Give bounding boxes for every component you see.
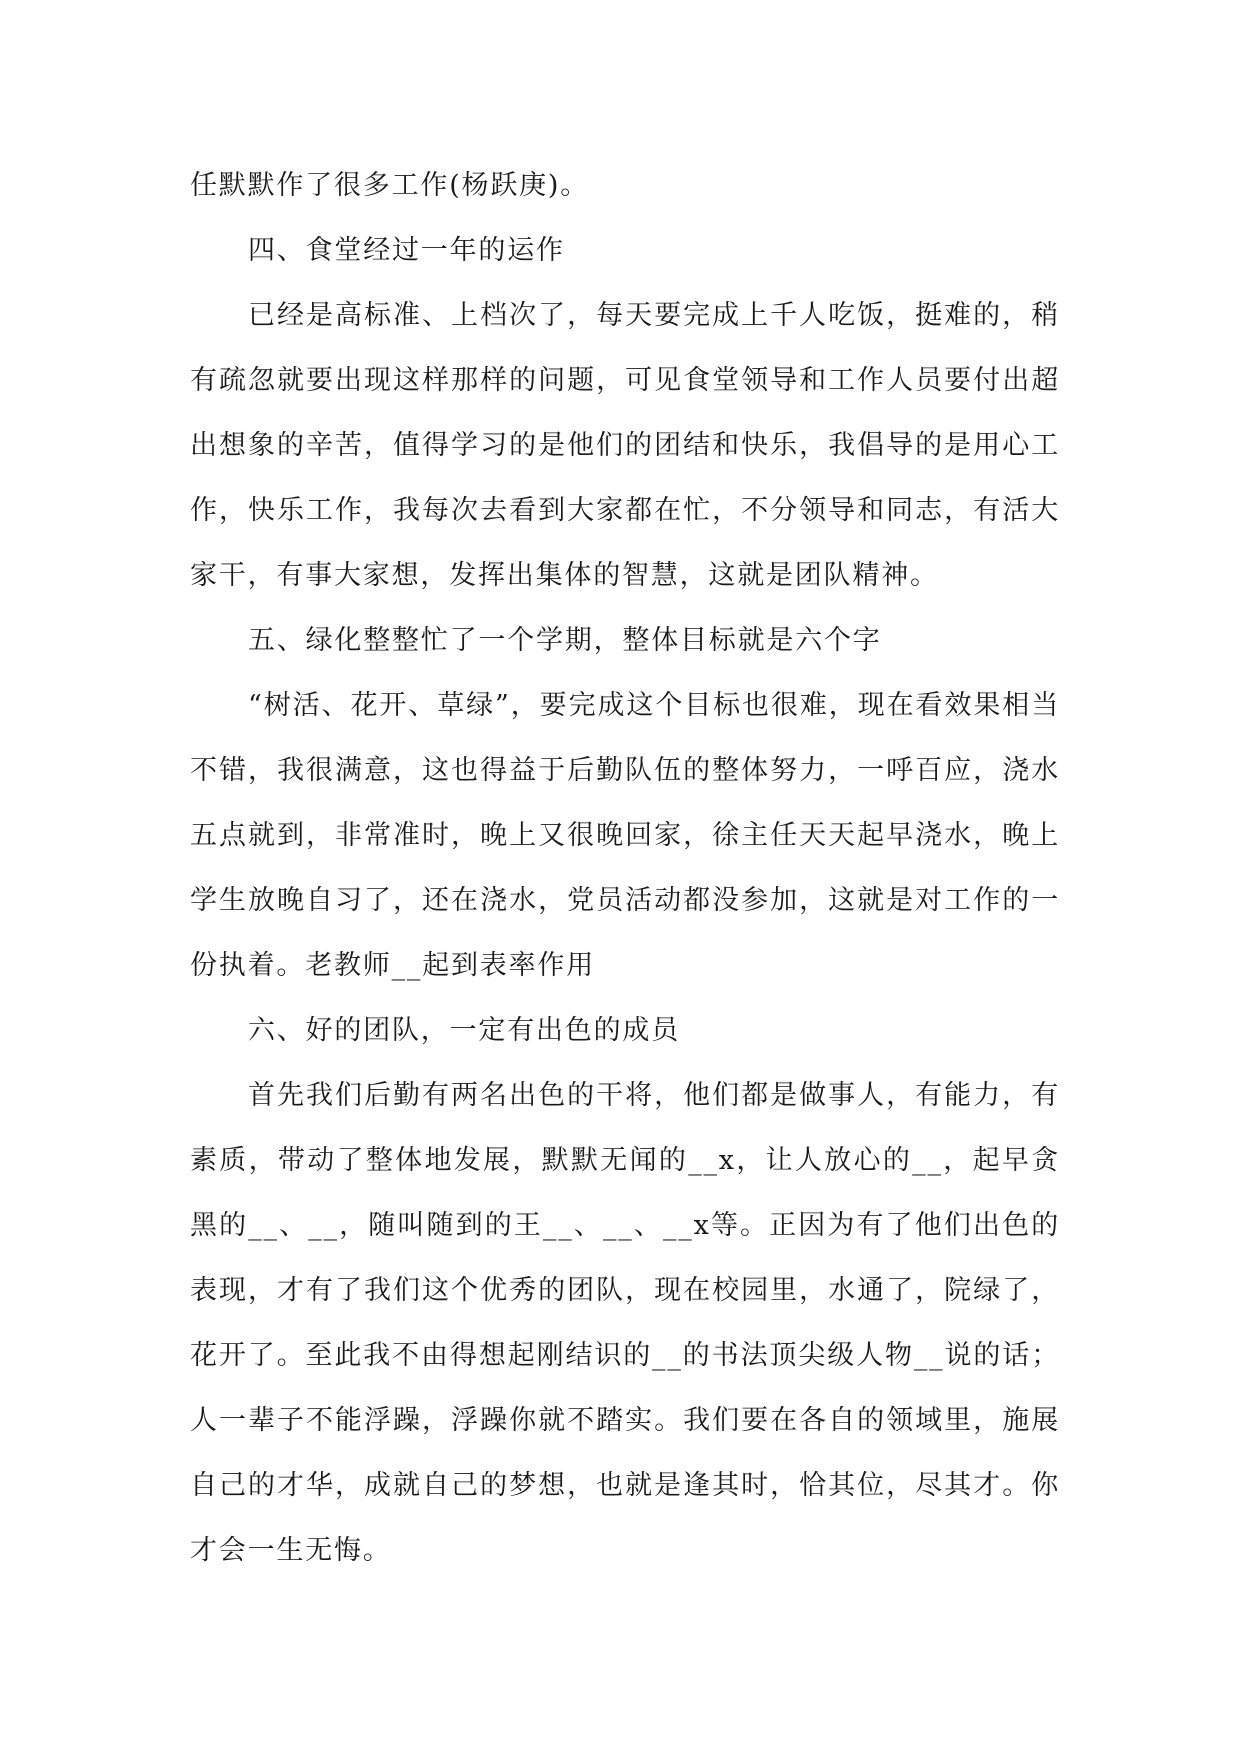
paragraph-team-members: 首先我们后勤有两名出色的干将，他们都是做事人，有能力，有素质，带动了整体地发展，默默无闻的__x，让人放心的__，起早贪黑的__、__，随叫随到的王__、__、__x等。正因为有了他们出色的表现，才有了我们这个优秀的团队，现在校园里，水通了，院绿了，花开了。至此我不由得想起刚结识的__的书法顶尖级人物__说的话；人一辈子不能浮躁，浮躁你就不踏实。我们要在各自的领域里，施展自己的才华，成就自己的梦想，也就是逢其时，恰其位，尽其才。你才会一生无悔。 <box>190 1080 1060 1566</box>
heading-section-6: 六、好的团队，一定有出色的成员 <box>248 1015 680 1046</box>
heading-section-5: 五、绿化整整忙了一个学期，整体目标就是六个字 <box>248 625 882 656</box>
heading-section-4: 四、食堂经过一年的运作 <box>248 235 565 266</box>
paragraph-1: 任默默作了很多工作(杨跃庚)。 <box>190 170 590 201</box>
paragraph-greening: “树活、花开、草绿”，要完成这个目标也很难，现在看效果相当不错，我很满意，这也得益于后勤队伍的整体努力，一呼百应，浇水五点就到，非常准时，晚上又很晚回家，徐主任天天起早浇水，晚上学生放晚自习了，还在浇水，党员活动都没参加，这就是对工作的一份执着。老教师__起到表率作用 <box>190 690 1060 981</box>
paragraph-canteen: 已经是高标准、上档次了，每天要完成上千人吃饭，挺难的，稍有疏忽就要出现这样那样的问题，可见食堂领导和工作人员要付出超出想象的辛苦，值得学习的是他们的团结和快乐，我倡导的是用心工作，快乐工作，我每次去看到大家都在忙，不分领导和同志，有活大家干，有事大家想，发挥出集体的智慧，这就是团队精神。 <box>190 300 1060 591</box>
document-body <box>190 153 1060 1583</box>
